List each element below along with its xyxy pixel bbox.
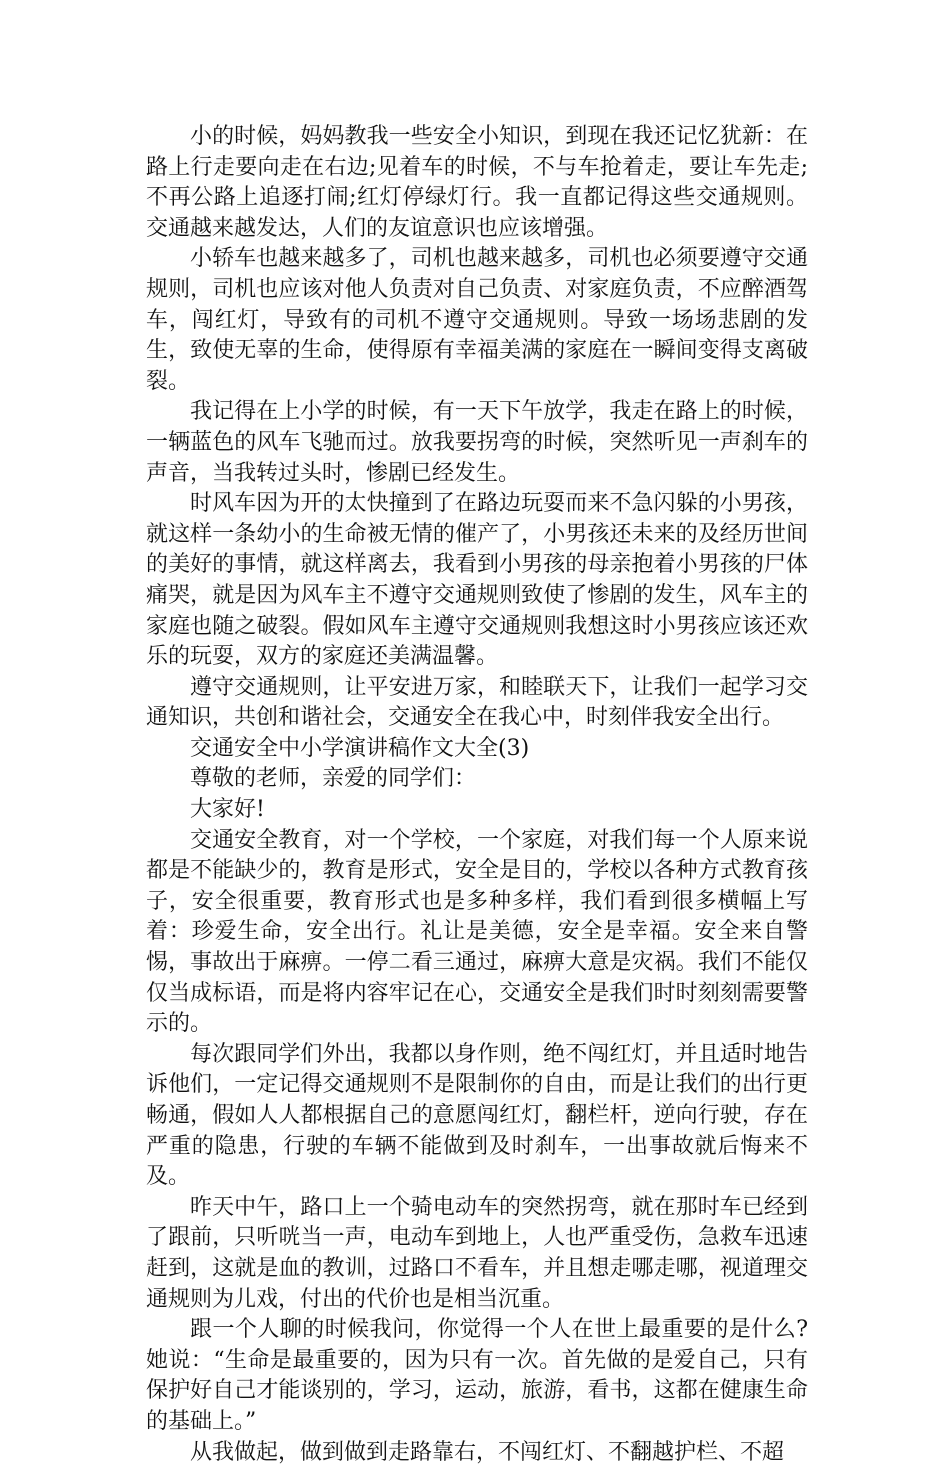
salutation: 尊敬的老师，亲爱的同学们： <box>190 766 477 792</box>
paragraph: 交通安全教育，对一个学校，一个家庭，对我们每一个人原来说都是不能缺少的，教育是形式，安全是目的，学校以各种方式教育孩子，安全很重要，教育形式也是多种多样，我们看到很多横幅上写着：珍爱生命，安全出行。礼让是美德，安全是幸福。安全来自警惕，事故出于麻痹。一停二看三通过，麻痹大意是灾祸。我们不能仅仅当成标语，而是将内容牢记在心，交通安全是我们时时刻刻需要警示的。 <box>146 827 808 1037</box>
paragraph: 昨天中午，路口上一个骑电动车的突然拐弯，就在那时车已经到了跟前，只听咣当一声，电动车到地上，人也严重受伤，急救车迅速赶到，这就是血的教训，过路口不看车，并且想走哪走哪，视道理交通规则为儿戏，付出的代价也是相当沉重。 <box>146 1194 808 1312</box>
paragraph: 时风车因为开的太快撞到了在路边玩耍而来不急闪躲的小男孩，就这样一条幼小的生命被无情的催产了，小男孩还未来的及经历世间的美好的事情，就这样离去，我看到小男孩的母亲抱着小男孩的尸体痛哭，就是因为风车主不遵守交通规则致使了惨剧的发生，风车主的家庭也随之破裂。假如风车主遵守交通规则我想这时小男孩应该还欢乐的玩耍，双方的家庭还美满温馨。 <box>146 491 808 670</box>
paragraph: 跟一个人聊的时候我问，你觉得一个人在世上最重要的是什么?她说：“生命是最重要的，因为只有一次。首先做的是爱自己，只有保护好自己才能谈别的，学习，运动，旅游，看书，这都在健康生命的基础上。” <box>146 1317 808 1434</box>
paragraph: 小的时候，妈妈教我一些安全小知识，到现在我还记忆犹新：在路上行走要向走在右边;见着车的时候，不与车抢着走，要让车先走;不再公路上追逐打闹;红灯停绿灯行。我一直都记得这些交通规则。交通越来越发达，人们的友谊意识也应该增强。 <box>146 124 808 241</box>
paragraph: 遵守交通规则，让平安进万家，和睦联天下，让我们一起学习交通知识，共创和谐社会，交通安全在我心中，时刻伴我安全出行。 <box>146 674 808 731</box>
paragraph: 我记得在上小学的时候，有一天下午放学，我走在路上的时候，一辆蓝色的风车飞驰而过。放我要拐弯的时候，突然听见一声刹车的声音，当我转过头时，惨剧已经发生。 <box>146 399 808 486</box>
document-body <box>146 122 808 1468</box>
section-heading: 交通安全中小学演讲稿作文大全(3) <box>190 735 530 761</box>
greeting: 大家好! <box>190 797 265 823</box>
paragraph: 小轿车也越来越多了，司机也越来越多，司机也必须要遵守交通规则，司机也应该对他人负责对自己负责、对家庭负责，不应醉酒驾车，闯红灯，导致有的司机不遵守交通规则。导致一场场悲剧的发生，致使无辜的生命，使得原有幸福美满的家庭在一瞬间变得支离破裂。 <box>146 246 808 394</box>
paragraph: 每次跟同学们外出，我都以身作则，绝不闯红灯，并且适时地告诉他们，一定记得交通规则不是限制你的自由，而是让我们的出行更畅通，假如人人都根据自己的意愿闯红灯，翻栏杆，逆向行驶，存在严重的隐患，行驶的车辆不能做到及时刹车，一出事故就后悔来不及。 <box>146 1041 808 1190</box>
paragraph: 从我做起，做到做到走路靠右，不闯红灯、不翻越护栏、不超 <box>190 1439 785 1465</box>
